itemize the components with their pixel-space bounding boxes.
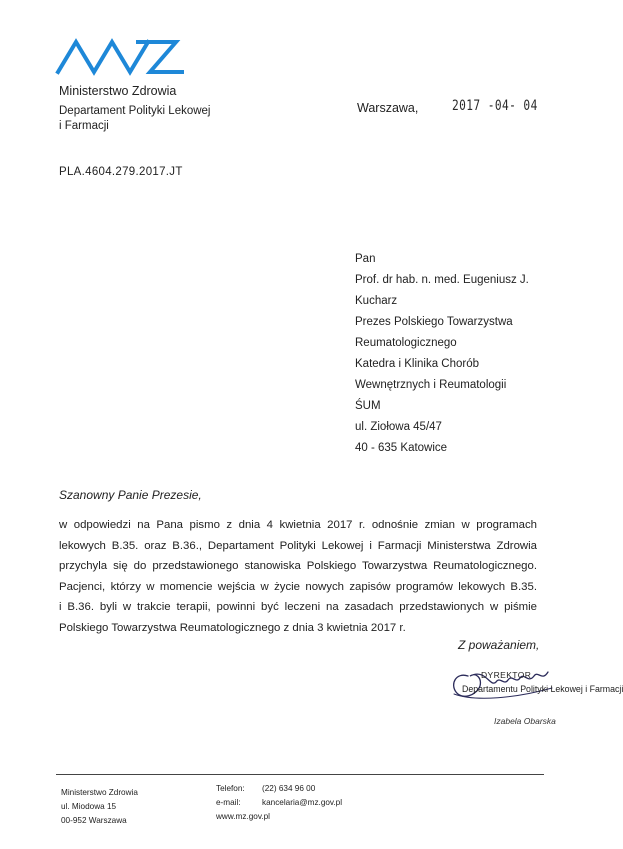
body-line: lekowych B.35. oraz B.36., Departament Polityki Lekowej i Farmacji Ministerstwa Zdrowia xyxy=(59,539,537,552)
footer-website-row xyxy=(216,810,342,824)
department-line-1: Departament Polityki Lekowej xyxy=(59,105,211,117)
body-line: Pacjenci, którzy w momencie wejścia w życie nowych zapisów programów lekowych B.35. xyxy=(59,580,537,593)
reference-number: PLA.4604.279.2017.JT xyxy=(59,166,183,178)
dateline-place: Warszawa, xyxy=(357,101,419,115)
signature-title: DYREKTOR xyxy=(481,670,532,680)
email-value: kancelaria@mz.gov.pl xyxy=(262,798,343,807)
email-label: e-mail: xyxy=(216,798,241,807)
footer-email-row xyxy=(216,796,342,810)
recipient-line: Kucharz xyxy=(355,295,398,307)
footer-address-line: 00-952 Warszawa xyxy=(61,816,127,825)
salutation: Szanowny Panie Prezesie, xyxy=(59,488,202,502)
website-value: www.mz.gov.pl xyxy=(216,812,270,821)
recipient-line: Wewnętrznych i Reumatologii xyxy=(355,379,507,391)
recipient-line: Prof. dr hab. n. med. Eugeniusz J. xyxy=(355,274,529,286)
dateline-date-stamp: 2017 -04- 04 xyxy=(452,98,538,114)
footer-divider xyxy=(56,774,544,775)
closing: Z poważaniem, xyxy=(458,638,540,652)
signature-department: Departamentu Polityki Lekowej i Farmacji xyxy=(462,684,623,694)
phone-label: Telefon: xyxy=(216,784,245,793)
signature-name: Izabela Obarska xyxy=(494,716,556,726)
recipient-line: Pan xyxy=(355,253,376,265)
footer-address-line: ul. Miodowa 15 xyxy=(61,802,117,811)
footer-address xyxy=(61,786,138,828)
body-line: i B.36. byli w trakcie terapii, powinni być leczeni na zasadach przedstawionych w piśmie xyxy=(59,601,537,614)
recipient-line: Katedra i Klinika Chorób xyxy=(355,358,480,370)
footer-phone-row xyxy=(216,782,342,796)
department-line-2: i Farmacji xyxy=(59,120,109,132)
letter-body xyxy=(59,515,537,639)
body-line: Polskiego Towarzystwa Reumatologicznego z dnia 3 kwietnia 2017 r. xyxy=(59,621,406,634)
recipient-line: ŚUM xyxy=(355,400,381,412)
recipient-line: ul. Ziołowa 45/47 xyxy=(355,421,442,433)
ministry-logo xyxy=(56,36,186,80)
handwritten-signature xyxy=(446,658,556,708)
body-line: przychyla się do przedstawionego stanowiska Polskiego Towarzystwa Reumatologicznego. xyxy=(59,560,537,573)
recipient-line: Prezes Polskiego Towarzystwa xyxy=(355,316,513,328)
recipient-line: 40 - 635 Katowice xyxy=(355,442,448,454)
recipient-address xyxy=(355,251,575,461)
recipient-line: Reumatologicznego xyxy=(355,337,457,349)
ministry-name: Ministerstwo Zdrowia xyxy=(59,84,177,98)
phone-value: (22) 634 96 00 xyxy=(262,784,316,793)
body-line: w odpowiedzi na Pana pismo z dnia 4 kwietnia 2017 r. odnośnie zmian w programach xyxy=(59,519,537,531)
footer-contact xyxy=(216,782,342,824)
footer-address-line: Ministerstwo Zdrowia xyxy=(61,788,138,797)
